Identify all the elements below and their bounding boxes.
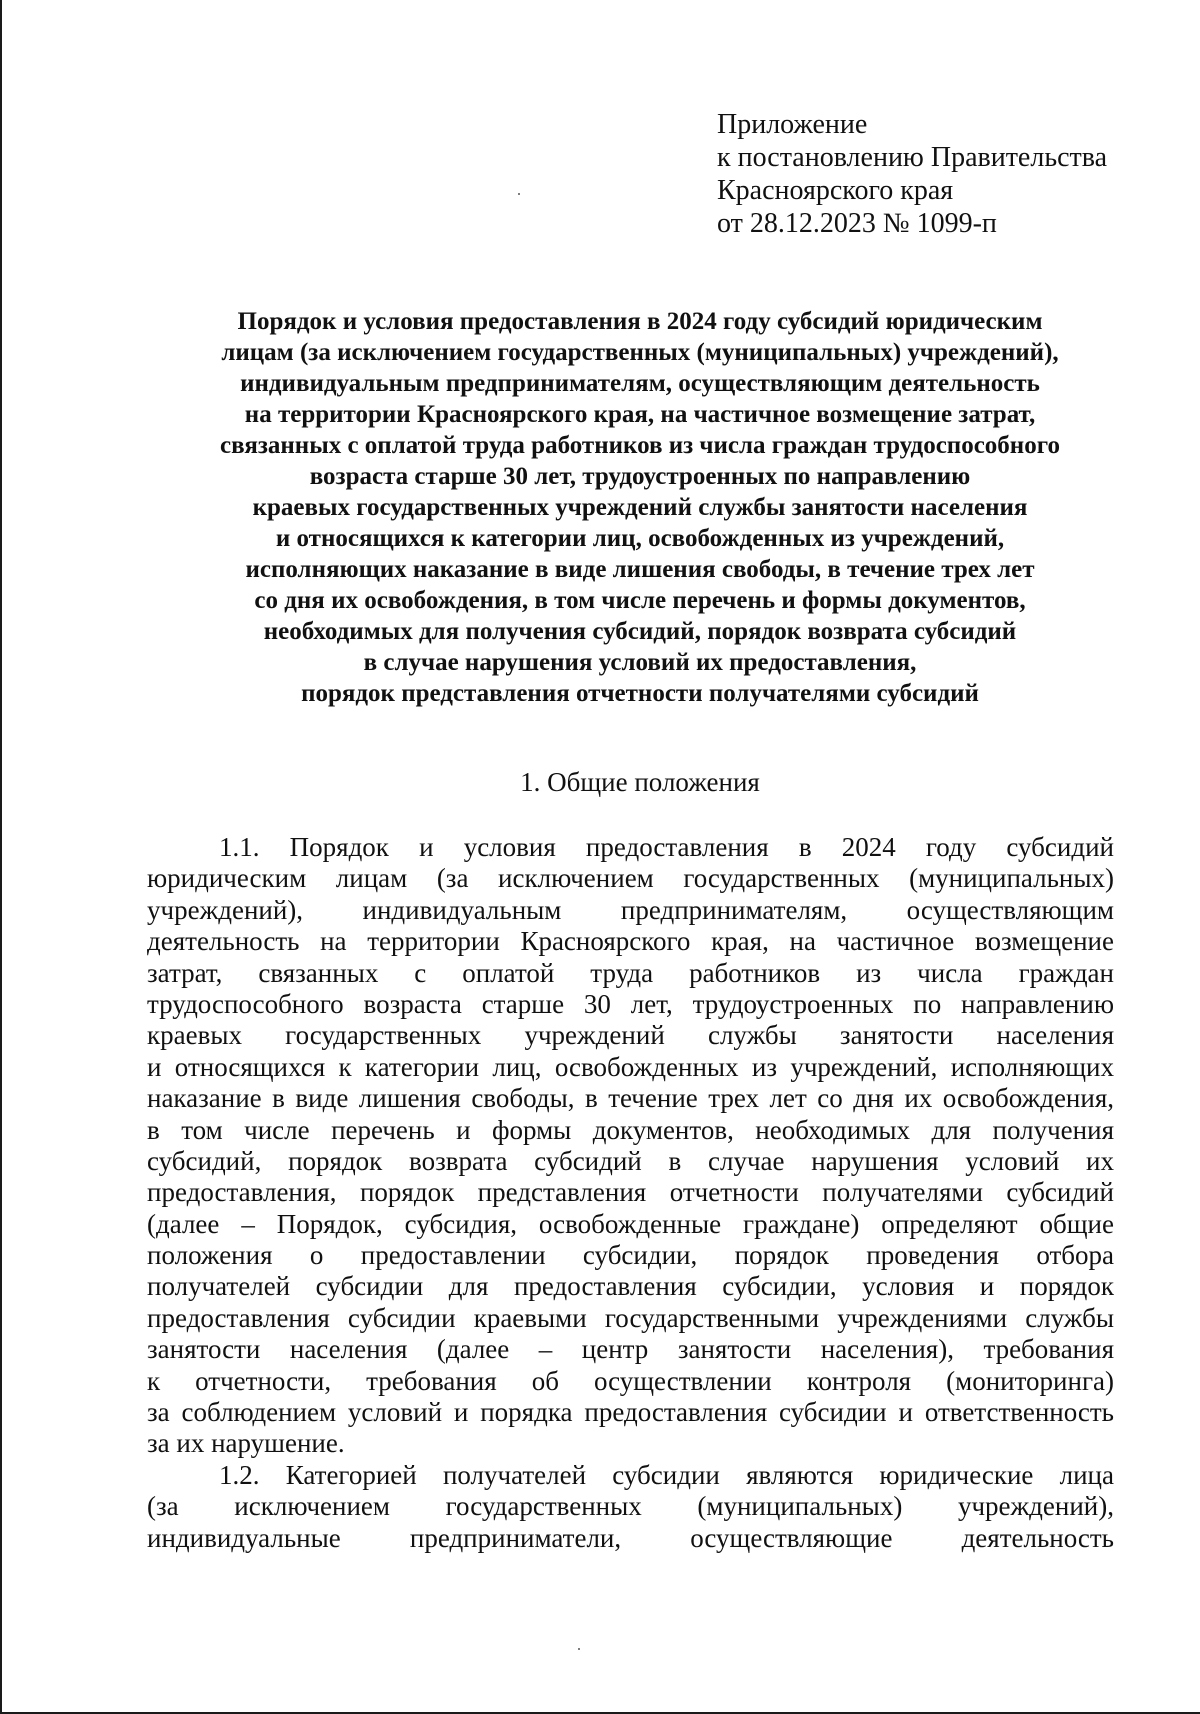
paragraph-line: (за исключением государственных (муниципальных) учреждений), [147,1491,1114,1522]
paragraph-line: занятости населения (далее – центр занятости населения), требования [147,1334,1114,1365]
appendix-block [717,108,1107,240]
title-line: порядок представления отчетности получателями субсидий [301,680,979,707]
title-line: в случае нарушения условий их предоставления, [363,649,917,676]
paragraph-line: наказание в виде лишения свободы, в течение трех лет со дня их освобождения, [147,1083,1114,1114]
paragraph-line: и относящихся к категории лиц, освобожденных из учреждений, исполняющих [147,1051,1114,1082]
section-heading: 1. Общие положения [520,767,760,797]
title-line: возраста старше 30 лет, трудоустроенных по направлению [309,463,971,490]
paragraph-line: к отчетности, требования об осуществлении контроля (мониторинга) [147,1365,1114,1396]
paragraph-line: получателей субсидии для предоставления субсидии, условия и порядок [147,1271,1114,1302]
paragraph-line: (далее – Порядок, субсидия, освобожденные граждане) определяют общие [147,1208,1114,1239]
appendix-label: Приложение [717,109,868,140]
paragraph-line: индивидуальные предприниматели, осуществляющие деятельность [147,1522,1114,1553]
paragraph-1-2 [147,1460,1114,1554]
paragraph-line: трудоспособного возраста старше 30 лет, трудоустроенных по направлению [147,988,1114,1019]
title-line: лицам (за исключением государственных (муниципальных) учреждений), [221,339,1059,366]
paragraph-line: юридическим лицам (за исключением государственных (муниципальных) [147,863,1114,894]
paragraph-line: краевых государственных учреждений службы занятости населения [147,1020,1114,1051]
paragraph-line: за их нарушение. [147,1428,345,1459]
paragraph-line: за соблюдением условий и порядка предоставления субсидии и ответственность [147,1397,1114,1428]
document-body [147,832,1114,1554]
title-line: и относящихся к категории лиц, освобожденных из учреждений, [275,525,1005,552]
title-line: связанных с оплатой труда работников из числа граждан трудоспособного [220,432,1060,459]
paragraph-line: затрат, связанных с оплатой труда работников из числа граждан [147,957,1114,988]
paragraph-line: предоставления, порядок представления отчетности получателями субсидий [147,1177,1114,1208]
title-line: краевых государственных учреждений службы занятости населения [252,494,1028,521]
document-title [140,306,1140,709]
paragraph-line: в том числе перечень и формы документов, необходимых для получения [147,1114,1114,1145]
title-line: исполняющих наказание в виде лишения свободы, в течение трех лет [245,556,1035,583]
title-line: необходимых для получения субсидий, порядок возврата субсидий [263,618,1017,645]
paragraph-line: 1.2. Категорией получателей субсидии являются юридические лица [219,1459,1114,1490]
scan-speck [578,1648,580,1650]
paragraph-1-1 [147,832,1114,1460]
paragraph-line: субсидий, порядок возврата субсидий в случае нарушения условий их [147,1145,1114,1176]
appendix-region: Красноярского края [717,175,954,206]
appendix-date-number: от 28.12.2023 № 1099-п [717,208,997,239]
title-line: Порядок и условия предоставления в 2024 году субсидий юридическим [237,308,1043,335]
scan-speck [518,193,520,195]
paragraph-line: предоставления субсидии краевыми государственными учреждениями службы [147,1302,1114,1333]
paragraph-line: 1.1. Порядок и условия предоставления в 2024 году субсидий [219,832,1114,862]
title-line: со дня их освобождения, в том числе перечень и формы документов, [254,587,1026,614]
paragraph-line: положения о предоставлении субсидии, порядок проведения отбора [147,1240,1114,1271]
appendix-resolution-ref: к постановлению Правительства [717,142,1108,173]
title-line: на территории Красноярского края, на частичное возмещение затрат, [244,401,1036,428]
title-line: индивидуальным предпринимателям, осуществляющим деятельность [240,370,1040,397]
paragraph-line: деятельность на территории Красноярского края, на частичное возмещение [147,926,1114,957]
paragraph-line: учреждений), индивидуальным предпринимателям, осуществляющим [147,894,1114,925]
